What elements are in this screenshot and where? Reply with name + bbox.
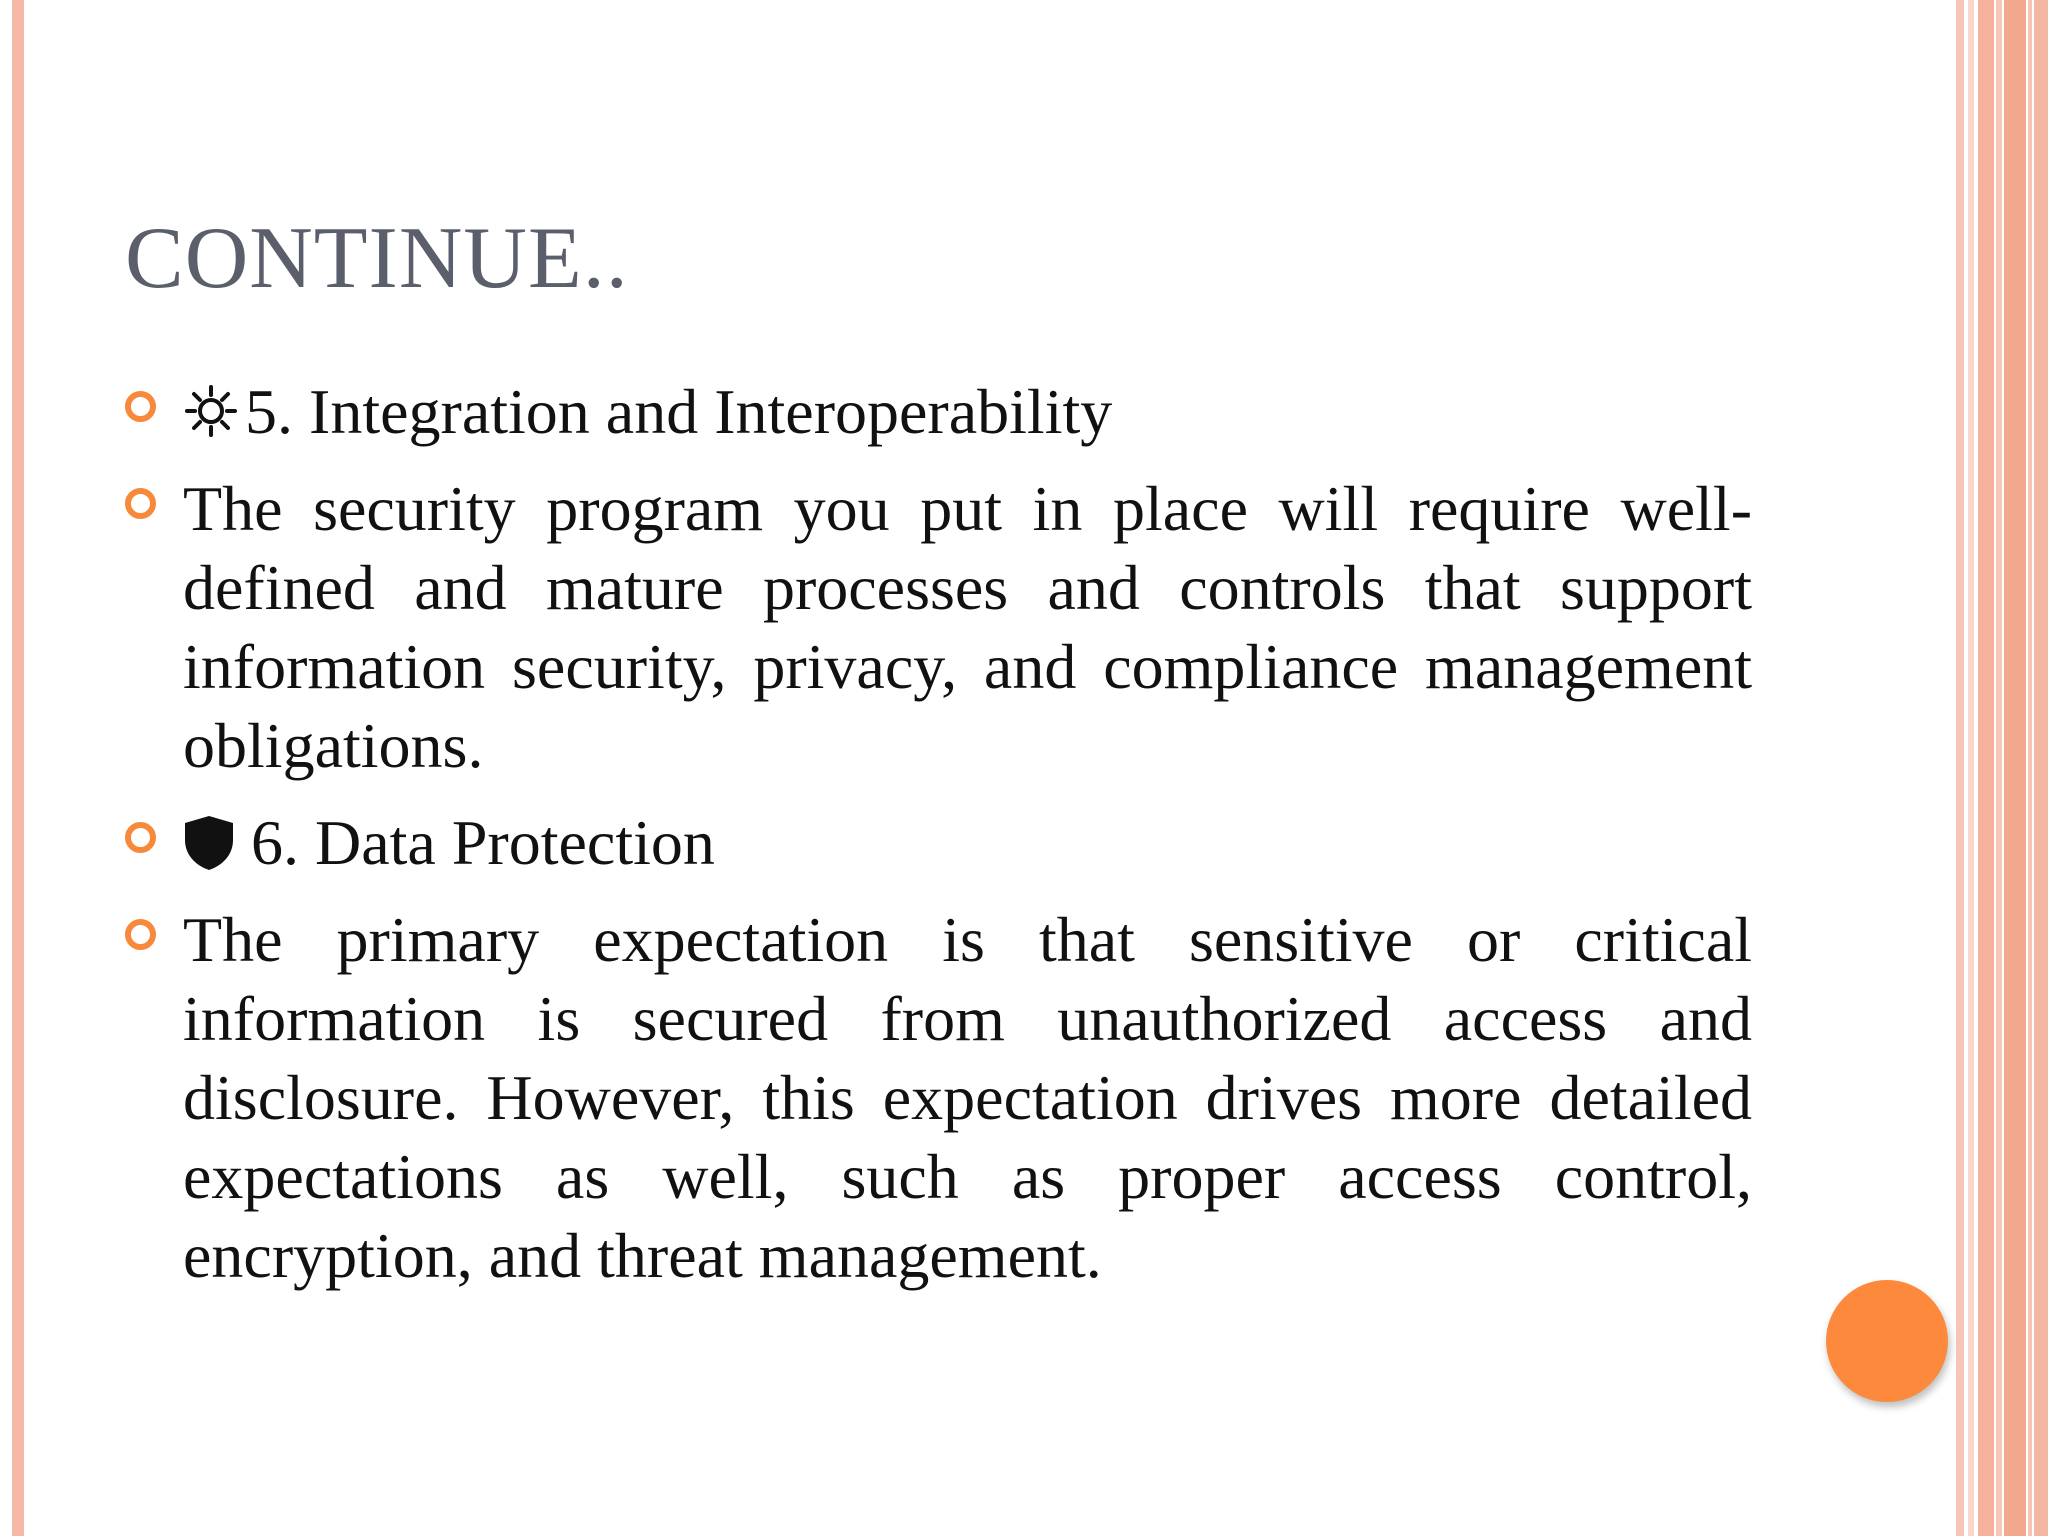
bullet-list	[125, 372, 1752, 1313]
bullet-item	[125, 469, 1752, 785]
left-decorative-stripe	[12, 0, 24, 1536]
bullet-item	[125, 372, 1752, 451]
right-decorative-band	[1956, 0, 2048, 1536]
slide-title: CONTINUE..	[125, 210, 629, 307]
bullet-marker-icon	[125, 488, 156, 519]
bullet-marker-icon	[125, 391, 156, 422]
orange-circle-decoration	[1826, 1280, 1948, 1402]
shield-icon	[183, 814, 235, 872]
gear-sun-icon	[183, 383, 239, 439]
bullet-marker-icon	[125, 919, 156, 950]
bullet-item	[125, 900, 1752, 1295]
bullet-marker-icon	[125, 822, 156, 853]
bullet-text: 5. Integration and Interoperability	[245, 376, 1113, 447]
bullet-text: 6. Data Protection	[251, 807, 715, 878]
bullet-text: The primary expectation is that sensitive or critical information is secured from unauthorized access and disclosure. However, this expectation drives more detailed expectations as well, such as proper access control, encryption, and threat management.	[183, 904, 1752, 1291]
bullet-text: The security program you put in place will require well-defined and mature processes and controls that support information security, privacy, and compliance management obligations.	[183, 473, 1752, 781]
bullet-item	[125, 803, 1752, 882]
